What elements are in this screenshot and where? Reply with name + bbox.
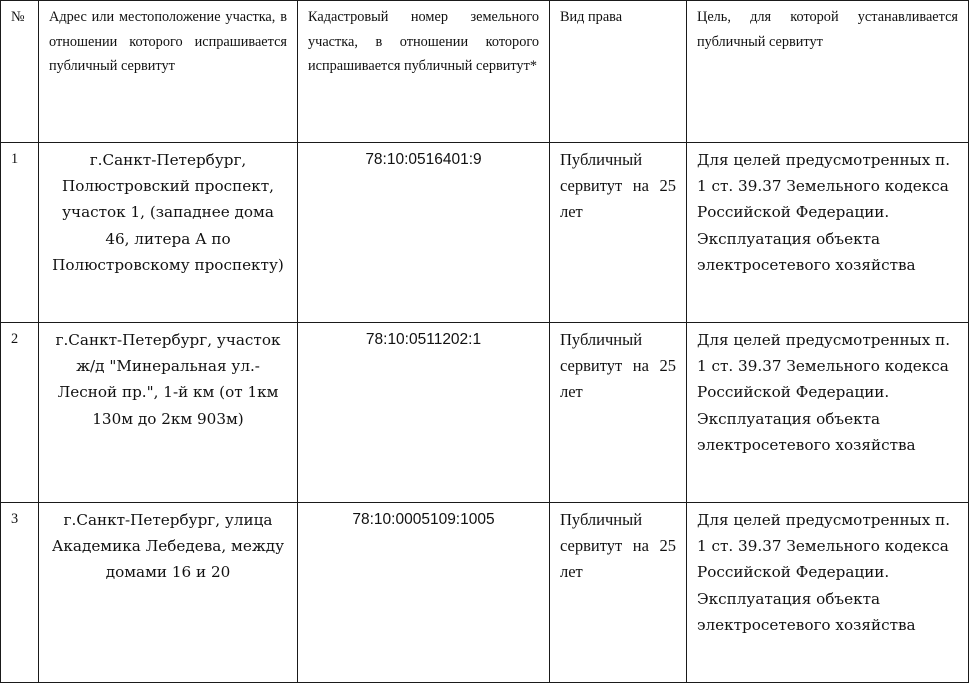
- row-number: 2: [1, 323, 39, 503]
- row-right-type: Публичный сервитут на 25 лет: [550, 323, 687, 503]
- row-purpose: Для целей предусмотренных п. 1 ст. 39.37 Земельного кодекса Российской Федерации. Эксплуатация объекта электросетевого хозяйства: [687, 503, 969, 683]
- row-cadastral-number: 78:10:0511202:1: [298, 323, 550, 503]
- row-cadastral-number: 78:10:0005109:1005: [298, 503, 550, 683]
- row-address: г.Санкт-Петербург, Полюстровский проспект, участок 1, (западнее дома 46, литера А по Полюстровскому проспекту): [39, 143, 298, 323]
- row-number: 1: [1, 143, 39, 323]
- header-number: №: [1, 1, 39, 143]
- header-address: Адрес или местоположение участка, в отношении которого испрашивается публичный сервитут: [39, 1, 298, 143]
- header-right-type: Вид права: [550, 1, 687, 143]
- row-address: г.Санкт-Петербург, улица Академика Лебедева, между домами 16 и 20: [39, 503, 298, 683]
- row-cadastral-number: 78:10:0516401:9: [298, 143, 550, 323]
- row-number: 3: [1, 503, 39, 683]
- table-row: [1, 143, 969, 323]
- row-purpose: Для целей предусмотренных п. 1 ст. 39.37 Земельного кодекса Российской Федерации. Эксплуатация объекта электросетевого хозяйства: [687, 323, 969, 503]
- row-address: г.Санкт-Петербург, участок ж/д "Минеральная ул.-Лесной пр.", 1-й км (от 1км 130м до 2км 903м): [39, 323, 298, 503]
- header-purpose: Цель, для которой устанавливается публичный сервитут: [687, 1, 969, 143]
- row-purpose: Для целей предусмотренных п. 1 ст. 39.37 Земельного кодекса Российской Федерации. Эксплуатация объекта электросетевого хозяйства: [687, 143, 969, 323]
- row-right-type: Публичный сервитут на 25 лет: [550, 503, 687, 683]
- table-header-row: [1, 1, 969, 143]
- header-cadastral-number: Кадастровый номер земельного участка, в отношении которого испрашивается публичный сервитут*: [298, 1, 550, 143]
- table-row: [1, 503, 969, 683]
- row-right-type: Публичный сервитут на 25 лет: [550, 143, 687, 323]
- table-row: [1, 323, 969, 503]
